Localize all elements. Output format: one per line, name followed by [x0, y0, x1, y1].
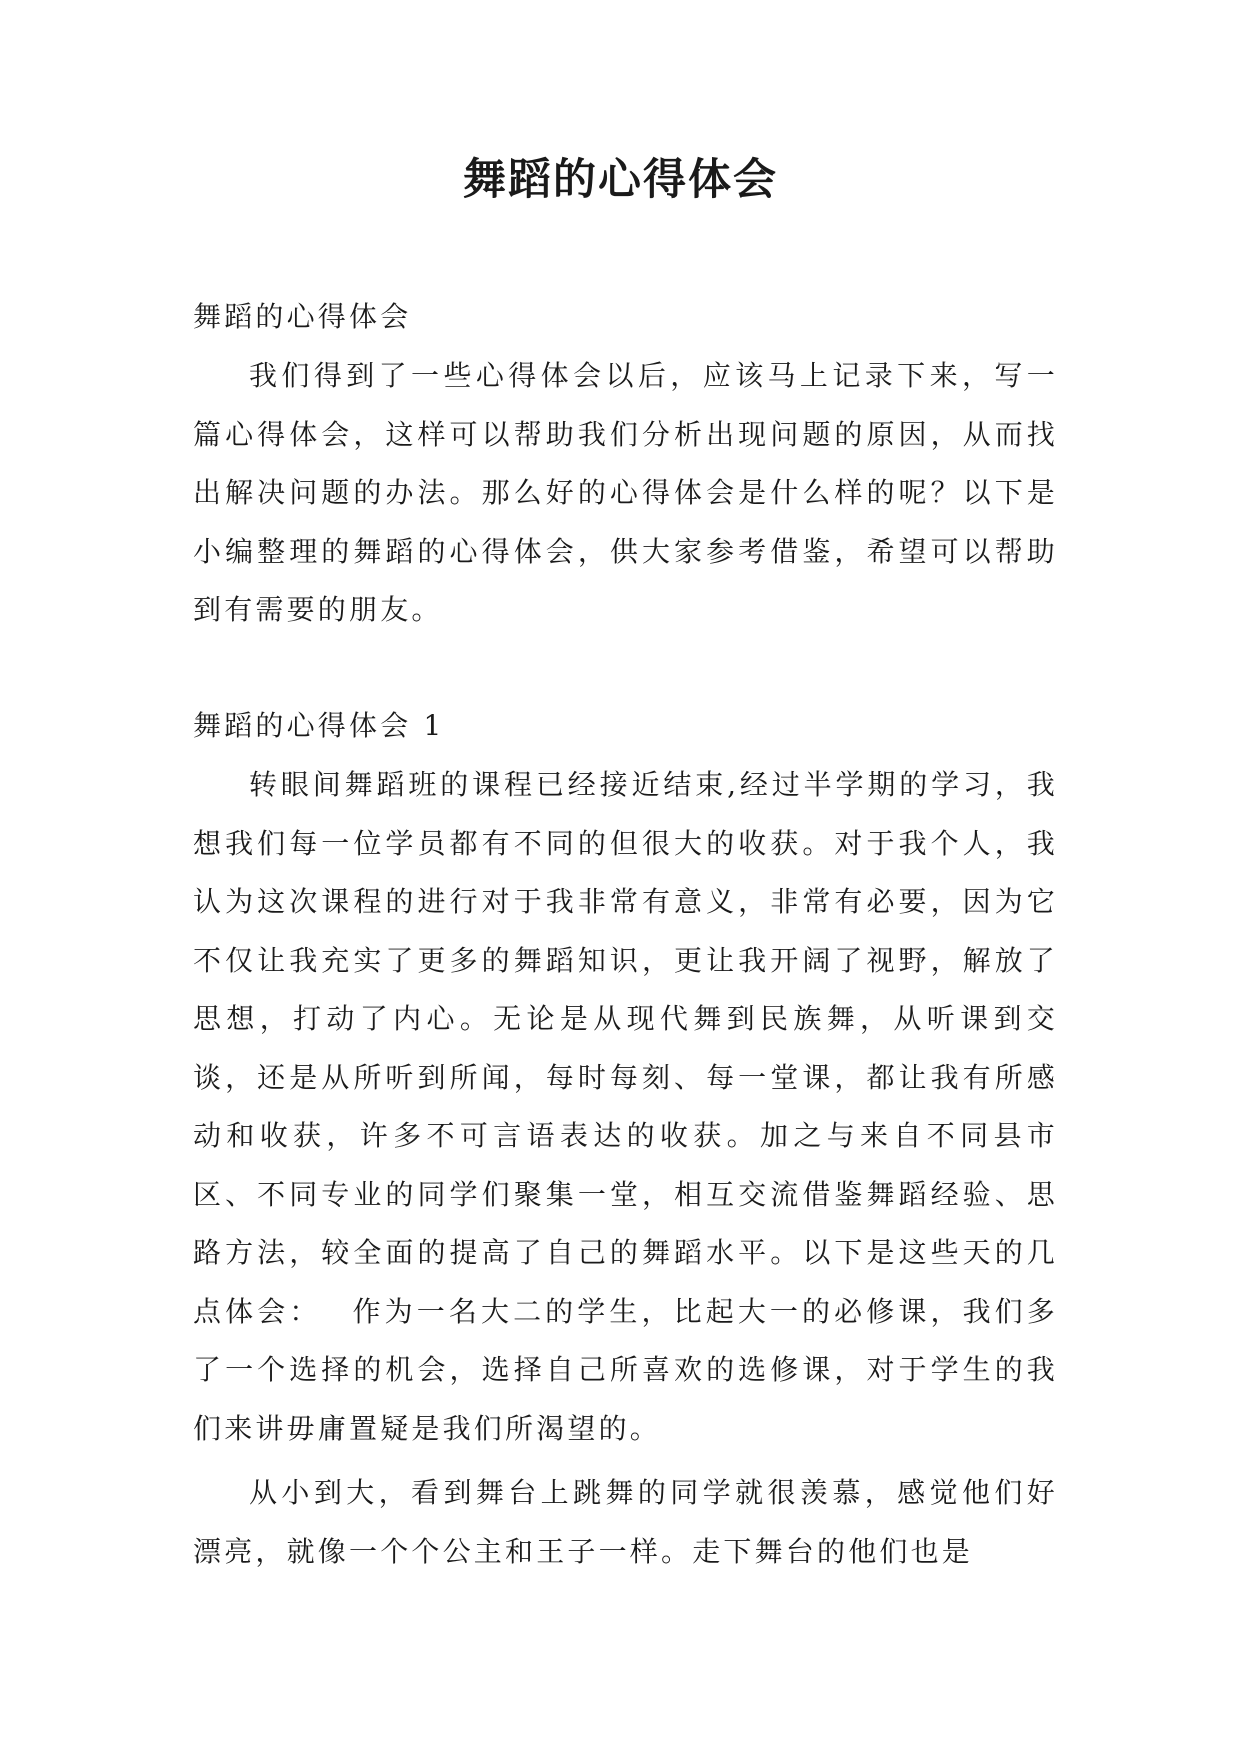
section-1-paragraph-2: 从小到大，看到舞台上跳舞的同学就很羡慕，感觉他们好漂亮，就像一个个公主和王子一样。走下舞台的他们也是	[193, 1476, 1058, 1568]
intro-heading: 舞蹈的心得体会	[193, 300, 412, 333]
section-1-paragraph-1: 转眼间舞蹈班的课程已经接近结束,经过半学期的学习，我想我们每一位学员都有不同的但很大的收获。对于我个人，我认为这次课程的进行对于我非常有意义，非常有必要，因为它不仅让我充实了更多的舞蹈知识，更让我开阔了视野，解放了思想，打动了内心。无论是从现代舞到民族舞，从听课到交谈，还是从所听到所闻，每时每刻、每一堂课，都让我有所感动和收获，许多不可言语表达的收获。加之与来自不同县市区、不同专业的同学们聚集一堂，相互交流借鉴舞蹈经验、思路方法，较全面的提高了自己的舞蹈水平。以下是这些天的几点体会： 作为一名大二的学生，比起大一的必修课，我们多了一个选择的机会，选择自己所喜欢的选修课，对于学生的我们来讲毋庸置疑是我们所渴望的。	[193, 768, 1058, 1445]
section-1-heading: 舞蹈的心得体会 1	[193, 709, 445, 742]
document-title: 舞蹈的心得体会	[463, 155, 778, 205]
intro-paragraph: 我们得到了一些心得体会以后，应该马上记录下来，写一篇心得体会，这样可以帮助我们分析出现问题的原因，从而找出解决问题的办法。那么好的心得体会是什么样的呢？以下是小编整理的舞蹈的心得体会，供大家参考借鉴，希望可以帮助到有需要的朋友。	[193, 359, 1058, 626]
